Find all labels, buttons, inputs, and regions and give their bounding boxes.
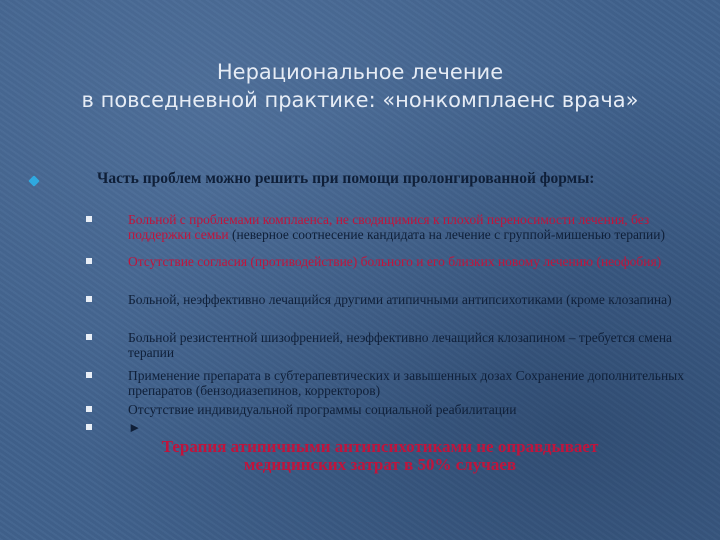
- list-item-text: (неверное соотнесение кандидата на лечение с группой-мишенью терапии): [228, 227, 665, 242]
- square-bullet-icon: [86, 216, 92, 222]
- list-item-text: Применение препарата в субтерапевтических и завышенных дозах Сохранение дополнительных препаратов (бензодиазепинов, корректоров): [128, 368, 684, 398]
- list-item: [0, 254, 688, 292]
- list-item-text: Больной резистентной шизофренией, неэффективно лечащийся клозапином – требуется смена терапии: [128, 330, 673, 360]
- bullet-list: [0, 212, 720, 438]
- square-bullet-icon: [86, 424, 92, 430]
- list-item-red-text: Отсутствие согласия (противодействие) больного и его близких новому лечению (неофобия): [128, 254, 662, 269]
- list-item: [0, 402, 688, 420]
- list-item-text: Больной, неэффективно лечащийся другими атипичными антипсихотиками (кроме клозапина): [128, 292, 672, 307]
- list-item: [0, 292, 688, 330]
- square-bullet-icon: [86, 406, 92, 412]
- list-item: [0, 212, 688, 254]
- list-item: [0, 330, 688, 368]
- intro-text: Часть проблем можно решить при помощи пролонгированной формы:: [97, 170, 595, 187]
- slide-title-line-1: Нерациональное лечение: [216, 60, 504, 84]
- list-item-red-text: Больной с проблемами комплаенса, не сводящимися к плохой переносимости лечения, без поддержки семьи: [128, 212, 650, 242]
- square-bullet-icon: [86, 296, 92, 302]
- list-item-text: ►: [128, 420, 142, 435]
- list-item-text: Отсутствие индивидуальной программы социальной реабилитации: [128, 402, 517, 417]
- conclusion-line-2: медицинских затрат в 50% случаев: [243, 455, 517, 474]
- slide-title-line-2: в повседневной практике: «нонкомплаенс врача»: [81, 88, 639, 112]
- square-bullet-icon: [86, 334, 92, 340]
- diamond-bullet-icon: [28, 175, 39, 186]
- list-item: [0, 368, 688, 402]
- conclusion-text: [100, 438, 660, 474]
- conclusion-line-1: Терапия атипичными антипсихотиками не оправдывает: [161, 437, 599, 456]
- square-bullet-icon: [86, 258, 92, 264]
- list-item: [0, 420, 688, 438]
- square-bullet-icon: [86, 372, 92, 378]
